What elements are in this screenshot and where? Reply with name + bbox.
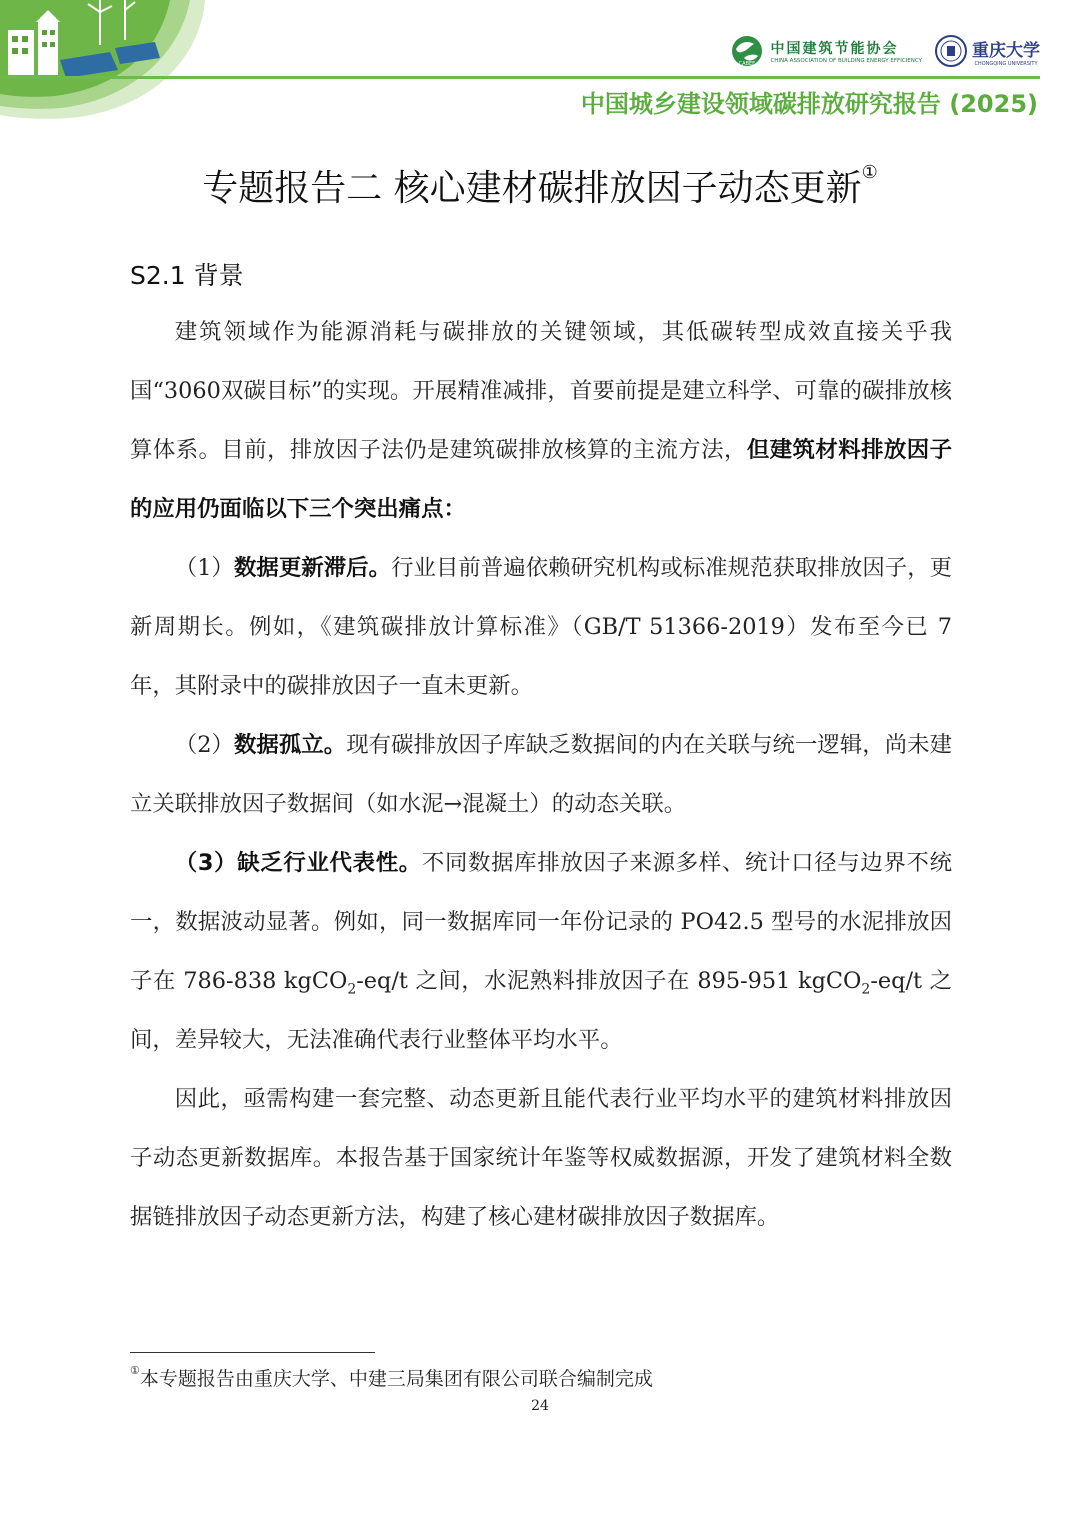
cqu-seal-icon (934, 34, 968, 68)
page-title (0, 160, 1080, 211)
subscript: 2 (347, 981, 357, 998)
paragraph (130, 303, 952, 539)
cqu-logo (934, 34, 1040, 68)
paragraph (130, 539, 952, 716)
page-number: 24 (531, 1398, 549, 1414)
section-heading: S2.1 背景 (130, 261, 244, 290)
cabee-name-cn: 中国建筑节能协会 (770, 41, 899, 57)
paragraph-text: 行业目前普遍依赖研究机构或标准规范获取排放因子，更新周期长。例如，《建筑碳排放计算标准》（GB/T 51366-2019）发布至今已 7 年，其附录中的碳排放因子一直未更新。 (130, 555, 953, 699)
header-decoration-illustration (0, 0, 205, 120)
page-title-footnote-marker: ① (861, 162, 878, 183)
header-divider (0, 76, 1040, 79)
paragraph-text: 现有碳排放因子库缺乏数据间的内在关联与统一逻辑，尚未建立关联排放因子数据间（如水泥→混凝土）的动态关联。 (130, 732, 953, 817)
footnote-text: 本专题报告由重庆大学、中建三局集团有限公司联合编制完成 (139, 1368, 653, 1390)
paragraph-emphasis: （3）缺乏行业代表性。 (174, 850, 422, 876)
paragraph-emphasis: 数据孤立。 (233, 732, 347, 758)
body-text (130, 303, 952, 1247)
footnote-marker: ① (130, 1364, 140, 1377)
footnote (130, 1364, 653, 1391)
cqu-name-cn: 重庆大学 (972, 40, 1040, 61)
paragraph-text: -eq/t 之间，水泥熟料排放因子在 895-951 kgCO (356, 968, 862, 994)
paragraph-text: 因此，亟需构建一套完整、动态更新且能代表行业平均水平的建筑材料排放因子动态更新数据库。本报告基于国家统计年鉴等权威数据源，开发了建筑材料全数据链排放因子动态更新方法，构建了核心建材碳排放因子数据库。 (130, 1086, 952, 1230)
paragraph-text: -eq/t 之间，差异较大，无法准确代表行业整体平均水平。 (130, 968, 952, 1053)
report-title: 中国城乡建设领域碳排放研究报告 (2025) (580, 90, 1038, 118)
page-title-text: 专题报告二 核心建材碳排放因子动态更新 (202, 168, 862, 209)
header-logos (730, 34, 1040, 68)
cabee-logo (730, 34, 922, 68)
paragraph-text: 建筑领域作为能源消耗与碳排放的关键领域，其低碳转型成效直接关乎我国“3060双碳目标”的实现。开展精准减排，首要前提是建立科学、可靠的碳排放核算体系。目前，排放因子法仍是建筑碳排放核算的主流方法， (130, 319, 952, 463)
paragraph-emphasis: 但建筑材料排放因子的应用仍面临以下三个突出痛点： (130, 437, 953, 522)
paragraph (130, 716, 952, 834)
subscript: 2 (861, 981, 871, 998)
footnote-divider (130, 1352, 375, 1353)
paragraph (130, 1070, 952, 1247)
paragraph-text: 不同数据库排放因子来源多样、统计口径与边界不统一，数据波动显著。例如，同一数据库同一年份记录的 PO42.5 型号的水泥排放因子在 786-838 kgCO (130, 850, 952, 994)
cabee-name-en: CHINA ASSOCIATION OF BUILDING ENERGY EFFICIENCY (770, 58, 922, 64)
cabee-mark-text: CABEE (739, 61, 756, 67)
cabee-globe-icon (730, 34, 764, 68)
cqu-name-en: CHONGQING UNIVERSITY (974, 60, 1038, 67)
paragraph-emphasis: 数据更新滞后。 (233, 555, 392, 581)
list-marker: （1） (174, 555, 234, 581)
list-marker: （2） (174, 732, 234, 758)
paragraph (130, 834, 952, 1070)
